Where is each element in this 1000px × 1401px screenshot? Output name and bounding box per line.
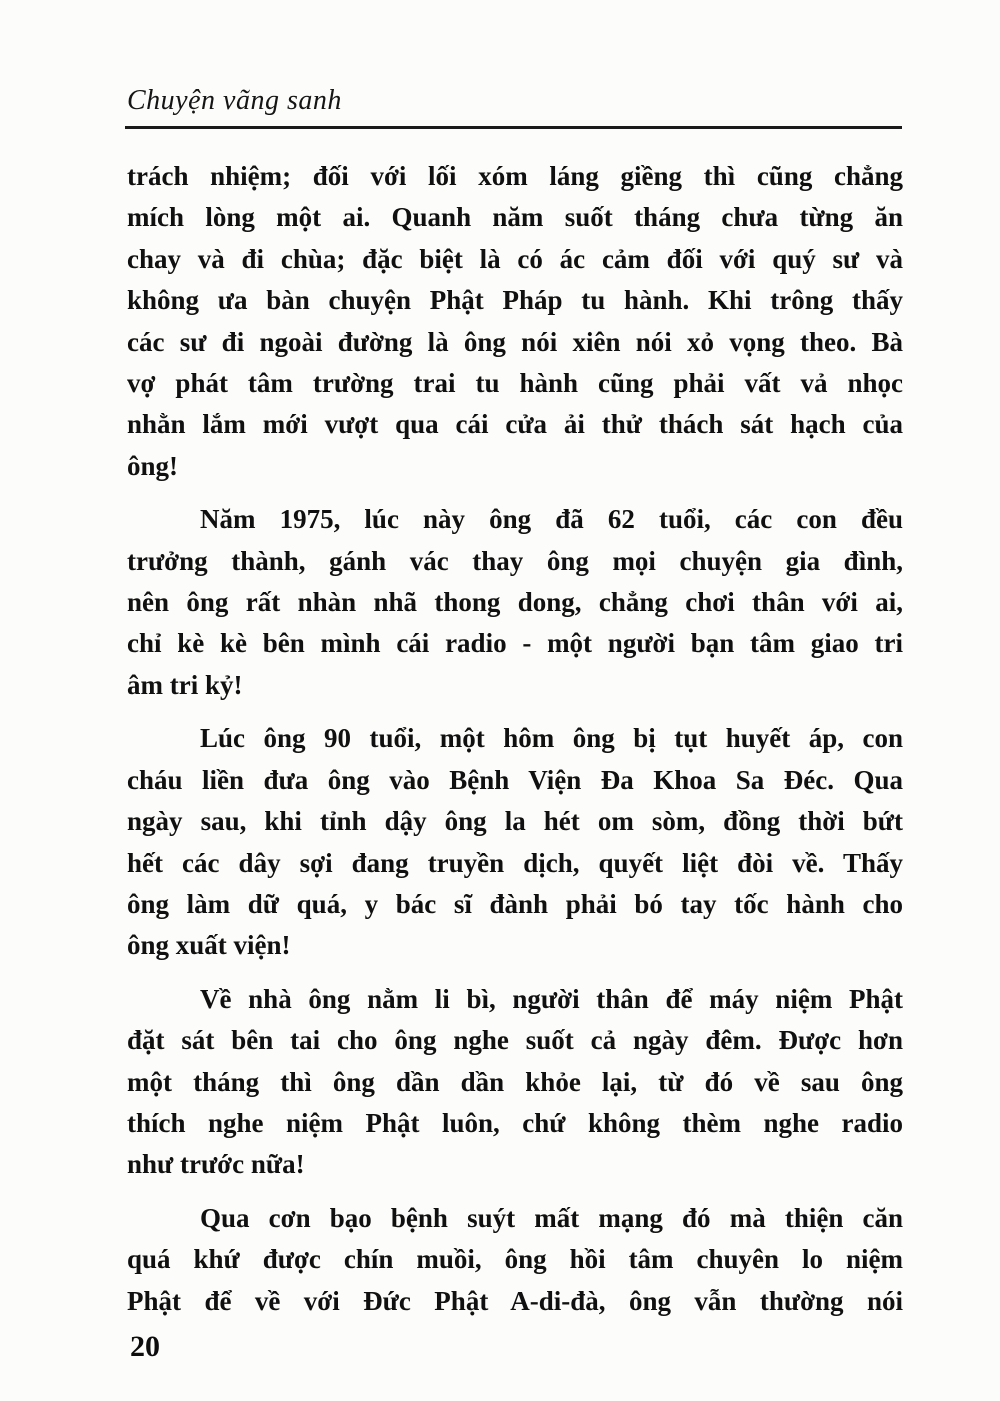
text-line: Qua cơn bạo bệnh suýt mất mạng đó mà thiện căn (200, 1202, 903, 1233)
text-line: Năm 1975, lúc này ông đã 62 tuổi, các con đều (200, 504, 903, 535)
text-line: đặt sát bên tai cho ông nghe suốt cả ngày đêm. Được hơn (127, 1025, 903, 1056)
text-line: vợ phát tâm trường trai tu hành cũng phải vất vả nhọc (127, 368, 903, 399)
text-line: các sư đi ngoài đường là ông nói xiên nói xỏ vọng theo. Bà (127, 326, 903, 357)
header-rule (125, 126, 902, 129)
text-line: ngày sau, khi tỉnh dậy ông la hét om sòm, đồng thời bứt (127, 806, 903, 837)
paragraph (127, 1198, 903, 1322)
text-line: trách nhiệm; đối với lối xóm láng giềng thì cũng chẳng (127, 161, 903, 191)
text-line: ông làm dữ quá, y bác sĩ đành phải bó tay tốc hành cho (127, 888, 903, 919)
text-line: ông! (127, 450, 179, 481)
text-line: ông xuất viện! (127, 930, 291, 961)
page-body (127, 156, 903, 1322)
text-line: trưởng thành, gánh vác thay ông mọi chuyện gia đình, (127, 545, 903, 576)
paragraph (127, 499, 903, 706)
text-line: Về nhà ông nằm li bì, người thân để máy niệm Phật (200, 983, 903, 1014)
text-line: không ưa bàn chuyện Phật Pháp tu hành. Khi trông thấy (127, 285, 903, 316)
text-line: chay và đi chùa; đặc biệt là có ác cảm đối với quý sư và (127, 243, 903, 274)
text-line: mích lòng một ai. Quanh năm suốt tháng chưa từng ăn (127, 202, 903, 233)
text-line: nên ông rất nhàn nhã thong dong, chẳng chơi thân với ai, (127, 587, 903, 618)
text-line: một tháng thì ông dần dần khỏe lại, từ đó về sau ông (127, 1066, 903, 1097)
text-line: quá khứ được chín muồi, ông hồi tâm chuyên lo niệm (127, 1244, 903, 1275)
text-line: hết các dây sợi đang truyền dịch, quyết liệt đòi về. Thấy (127, 847, 903, 878)
text-line: chỉ kè kè bên mình cái radio - một người bạn tâm giao tri (127, 628, 903, 659)
paragraph (127, 979, 903, 1186)
text-line: Phật để về với Đức Phật A-di-đà, ông vẫn thường nói (127, 1285, 903, 1316)
text-line: nhằn lắm mới vượt qua cái cửa ải thử thách sát hạch của (127, 409, 903, 440)
page-number: 20 (130, 1330, 160, 1363)
text-line: thích nghe niệm Phật luôn, chứ không thèm nghe radio (127, 1107, 903, 1138)
text-line: như trước nữa! (127, 1149, 305, 1180)
running-header-title: Chuyện vãng sanh (127, 85, 342, 116)
text-line: âm tri kỷ! (127, 669, 243, 700)
paragraph (127, 156, 903, 487)
text-line: Lúc ông 90 tuổi, một hôm ông bị tụt huyết áp, con (200, 723, 903, 754)
paragraph (127, 718, 903, 966)
text-line: cháu liền đưa ông vào Bệnh Viện Đa Khoa Sa Đéc. Qua (127, 764, 903, 795)
